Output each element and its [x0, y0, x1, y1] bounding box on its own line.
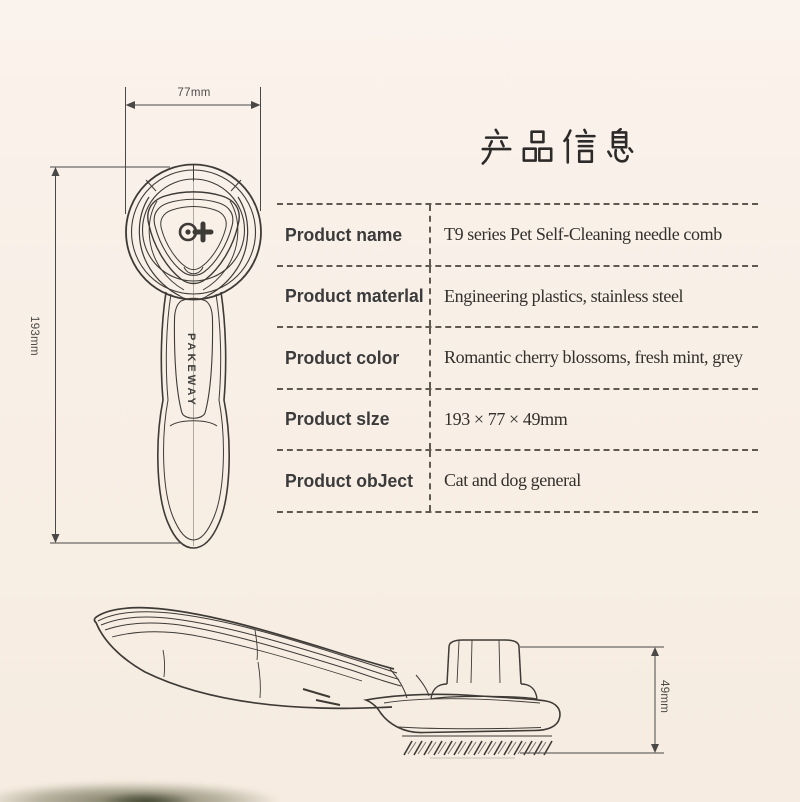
page-title: [478, 128, 638, 165]
table-row: [277, 451, 758, 513]
spec-label-cell: [277, 267, 429, 327]
spec-value-cell: Romantic cherry blossoms, fresh mint, grey: [429, 328, 758, 388]
brand-label: PAKEWAY: [185, 333, 197, 408]
spec-table: [277, 203, 758, 513]
title-glyph-xi: [601, 128, 638, 165]
spec-label: Product obJect: [285, 469, 413, 491]
table-row: [277, 203, 758, 267]
spec-label-cell: [277, 328, 429, 388]
spec-label-cell: [277, 205, 429, 265]
table-row: [277, 390, 758, 452]
spec-label-cell: [277, 451, 429, 511]
spec-label: Product materlal: [285, 285, 424, 307]
side-view-drawing: [94, 608, 559, 758]
width-dimension-label: 77mm: [177, 87, 211, 99]
table-row: [277, 328, 758, 390]
table-row: [277, 267, 758, 329]
spec-label-cell: [277, 390, 429, 450]
height-dimension-label: 193mm: [28, 316, 40, 356]
title-glyph-xin: [560, 128, 597, 165]
spec-label: Product slze: [285, 408, 390, 430]
self-cleaning-button-icon: [180, 224, 211, 240]
spec-label: Product color: [285, 346, 400, 368]
title-glyph-chan: [478, 128, 515, 165]
title-glyph-pin: [519, 128, 556, 165]
spec-value-cell: 193 × 77 × 49mm: [429, 390, 758, 450]
bristles: [404, 741, 552, 758]
spec-value-cell: Cat and dog general: [429, 451, 758, 511]
spec-value-cell: Engineering plastics, stainless steel: [429, 267, 758, 327]
depth-dimension-label: 49mm: [658, 680, 670, 714]
spec-label: Product name: [285, 223, 403, 245]
spec-value-cell: T9 series Pet Self-Cleaning needle comb: [429, 205, 758, 265]
